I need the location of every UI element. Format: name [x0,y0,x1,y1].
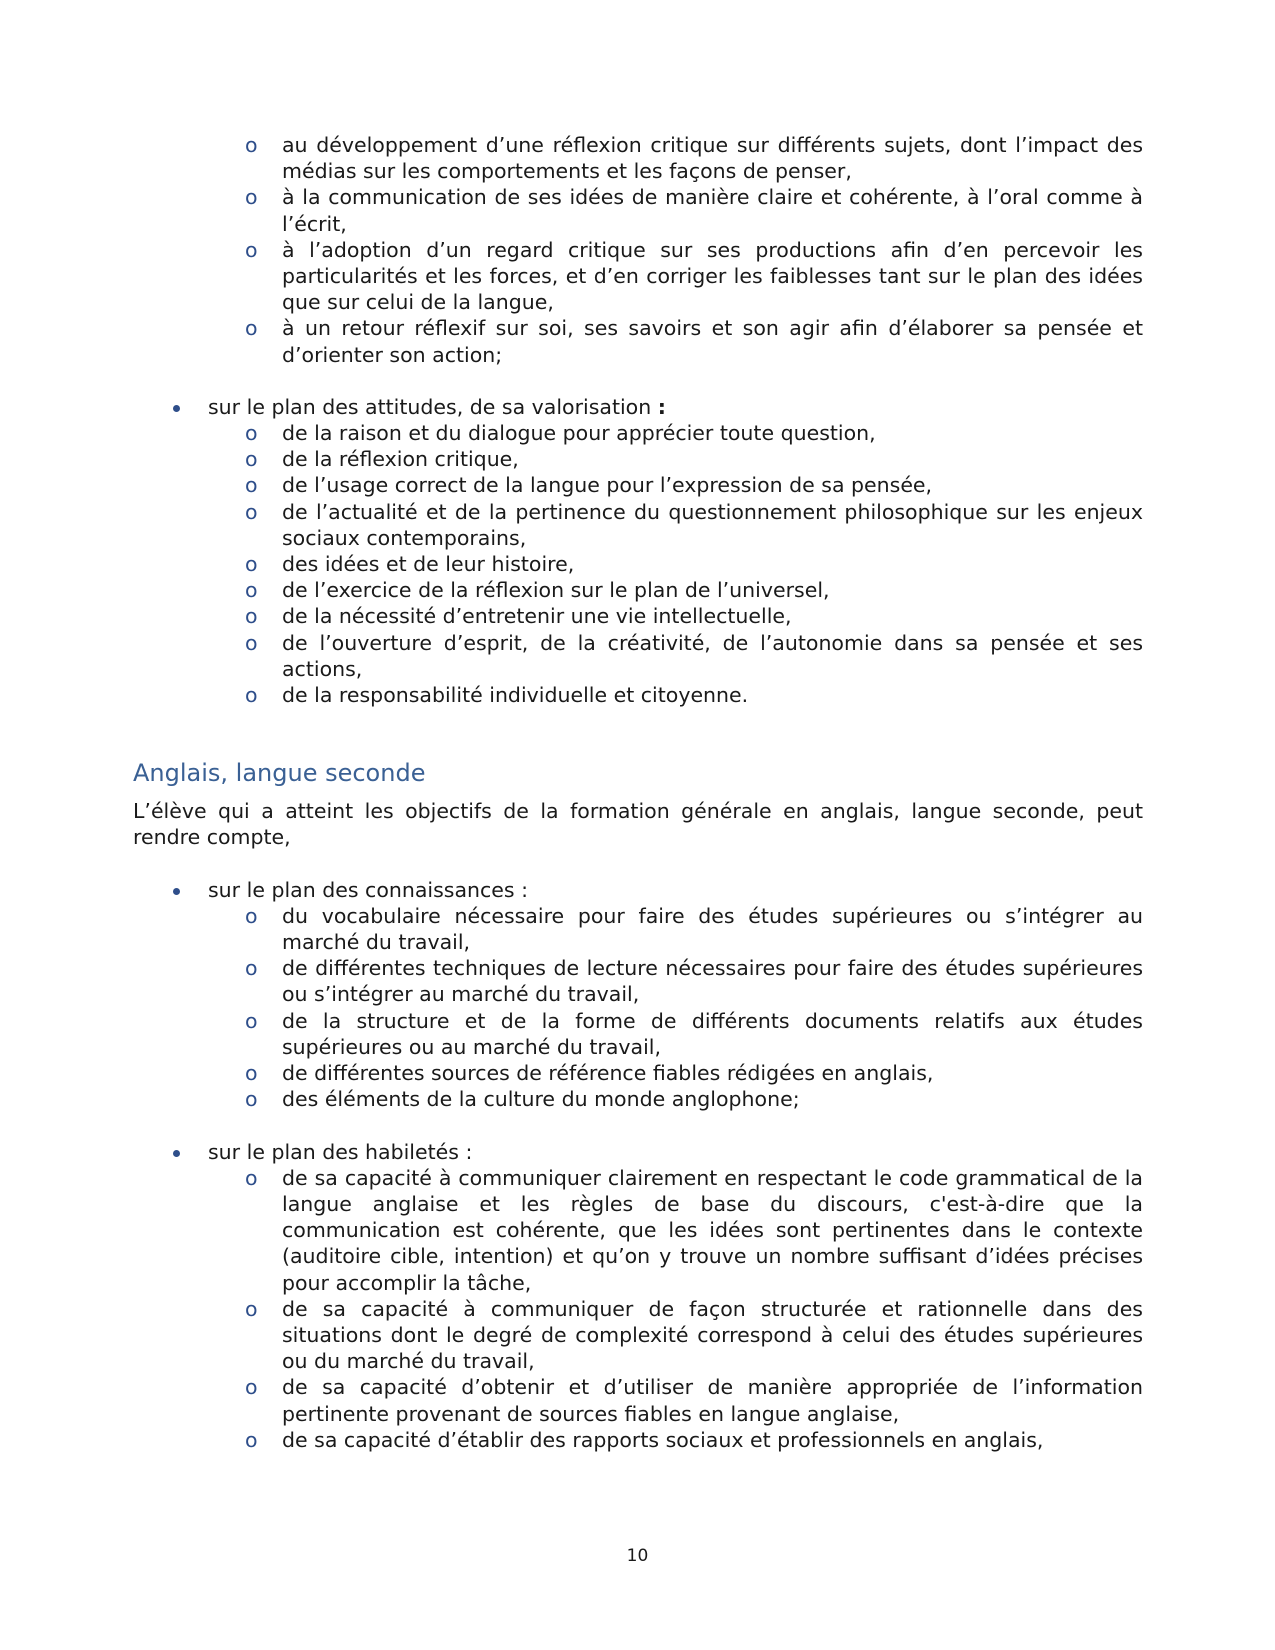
attitudes-label: sur le plan des attitudes, de sa valorisation [208,394,652,419]
list-item: o de l’ouverture d’esprit, de la créativité, de l’autonomie dans sa pensée et ses actions, [245,630,1143,682]
list-item: o à la communication de ses idées de manière claire et cohérente, à l’oral comme à l’écrit, [245,184,1143,236]
list-item: o des idées et de leur histoire, [245,551,1143,577]
list-item: o de sa capacité à communiquer clairement en respectant le code grammatical de la langue anglaise et les règles de base du discours, c'est-à-dire que la communication est cohérente, que les idées sont pertinentes dans le contexte (auditoire cible, intention) et qu’on y trouve un nombre suffisant d’idées précises pour accomplir la tâche, [245,1165,1143,1296]
list-item: o de différentes sources de référence fiables rédigées en anglais, [245,1060,1143,1086]
list-item: o de la réflexion critique, [245,446,1143,472]
list-item: o au développement d’une réflexion critique sur différents sujets, dont l’impact des médias sur les comportements et les façons de penser, [245,132,1143,184]
list-item: o de sa capacité à communiquer de façon structurée et rationnelle dans des situations dont le degré de complexité correspond à celui des études supérieures ou du marché du travail, [245,1296,1143,1375]
list-item: o de sa capacité d’obtenir et d’utiliser de manière appropriée de l’information pertinente provenant de sources fiables en langue anglaise, [245,1374,1143,1426]
list-item: o de la structure et de la forme de différents documents relatifs aux études supérieures ou au marché du travail, [245,1008,1143,1060]
page-number: 10 [626,1546,649,1566]
list-item: o de la responsabilité individuelle et citoyenne. [245,682,1143,708]
habiletes-label: sur le plan des habiletés : [208,1139,473,1164]
attitudes-colon: : [657,394,666,419]
list-item: o à l’adoption d’un regard critique sur ses productions afin d’en percevoir les particularités et les forces, et d’en corriger les faiblesses tant sur le plan des idées que sur celui de la langue, [245,237,1143,316]
section-heading: Anglais, langue seconde [133,759,426,788]
list-item: o à un retour réflexif sur soi, ses savoirs et son agir afin d’élaborer sa pensée et d’orienter son action; [245,315,1143,367]
section-intro: L’élève qui a atteint les objectifs de la formation générale en anglais, langue seconde, peut rendre compte, [133,799,1143,850]
attitudes-block [133,394,1143,708]
habiletes-list [245,1165,1143,1453]
connaissances-label: sur le plan des connaissances : [208,877,529,902]
list-item: o de sa capacité d’établir des rapports sociaux et professionnels en anglais, [245,1427,1143,1453]
bullet-icon [173,1150,180,1157]
habiletes-block [133,1139,1143,1453]
list-item: o du vocabulaire nécessaire pour faire des études supérieures ou s’intégrer au marché du travail, [245,903,1143,955]
list-item: o de la nécessité d’entretenir une vie intellectuelle, [245,603,1143,629]
list-item: o de l’actualité et de la pertinence du questionnement philosophique sur les enjeux sociaux contemporains, [245,499,1143,551]
top-sublist [245,132,1143,368]
list-item: o des éléments de la culture du monde anglophone; [245,1086,1143,1112]
bullet-icon [173,405,180,412]
list-item: o de l’exercice de la réflexion sur le plan de l’universel, [245,577,1143,603]
bullet-icon [173,888,180,895]
connaissances-list [245,903,1143,1113]
page-content [133,132,1143,1453]
list-item: o de la raison et du dialogue pour apprécier toute question, [245,420,1143,446]
attitudes-list [245,420,1143,708]
list-item: o de différentes techniques de lecture nécessaires pour faire des études supérieures ou s’intégrer au marché du travail, [245,955,1143,1007]
list-item: o de l’usage correct de la langue pour l’expression de sa pensée, [245,472,1143,498]
attitudes-label-line [208,394,1143,420]
connaissances-block [133,877,1143,1113]
